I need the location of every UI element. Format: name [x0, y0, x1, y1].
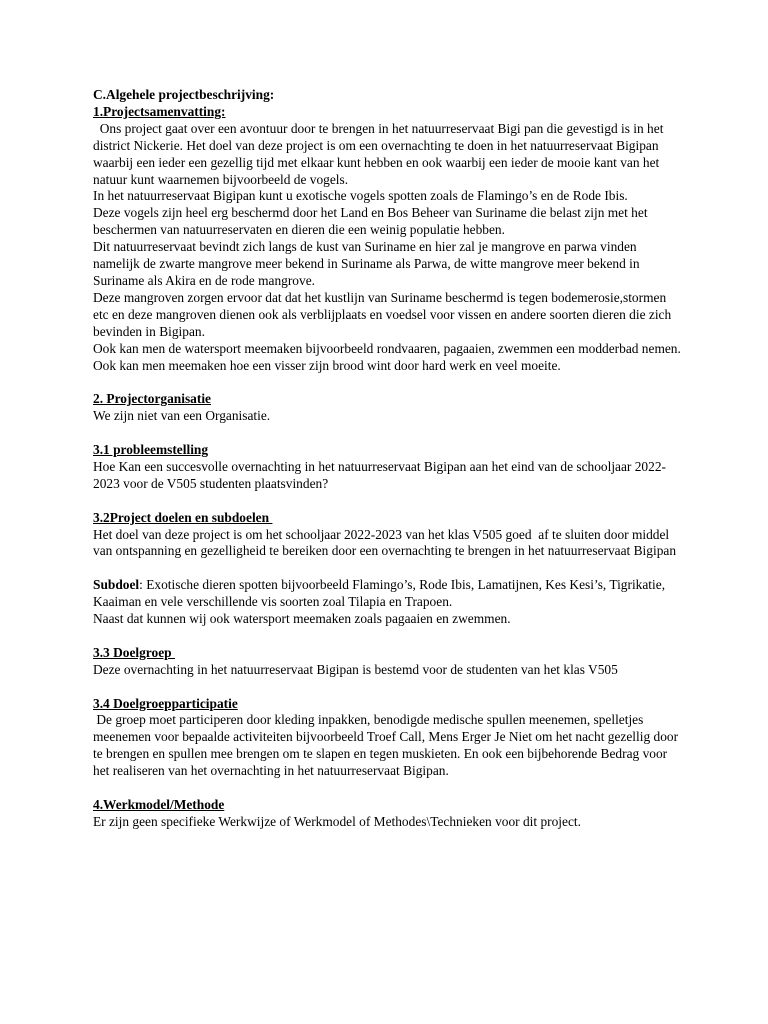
heading-project-summary: 1.Projectsamenvatting: [93, 103, 226, 119]
subgoal-paragraph [93, 577, 683, 611]
spacer [93, 679, 683, 696]
spacer [93, 493, 683, 510]
summary-paragraph-5: Deze mangroven zorgen ervoor dat dat het kustlijn van Suriname beschermd is tegen bodemerosie,stormen etc en deze mangroven dienen ook als verblijplaats en voedsel voor vissen en andere soorten dieren die zich bevinden in Bigipan. [93, 289, 672, 339]
spacer [93, 425, 683, 442]
spacer [93, 628, 683, 645]
method-text: Er zijn geen specifieke Werkwijze of Werkmodel of Methodes\Technieken voor dit project. [93, 813, 581, 829]
summary-paragraph-4: Dit natuurreservaat bevindt zich langs de kust van Suriname en hier zal je mangrove en parwa vinden namelijk de zwarte mangrove meer bekend in Suriname als Parwa, de witte mangrove meer bekend in Suriname als Akira en de rode mangrove. [93, 239, 640, 288]
spacer [93, 780, 683, 797]
summary-paragraph-7: Ook kan men meemaken hoe een visser zijn brood wint door hard werk en veel moeite. [93, 357, 561, 373]
summary-paragraph-6: Ook kan men de watersport meemaken bijvoorbeeld rondvaaren, pagaaien, zwemmen een modderbad nemen. [93, 340, 681, 356]
participation-text: De groep moet participeren door kleding inpakken, benodigde medische spullen meenemen, spelletjes meenemen voor bepaalde activiteiten bijvoorbeeld Troef Call, Mens Erger Je Niet om het nacht gezellig door te brengen en spullen mee brengen om te slapen en tegen muskieten. En ook een bijbehorende Bedrag voor het realiseren van het overnachting in het natuurreservaat Bigipan. [93, 712, 682, 779]
target-group-text: Deze overnachting in het natuurreservaat Bigipan is bestemd voor de studenten van het klas V505 [93, 661, 618, 677]
summary-paragraph-3: Deze vogels zijn heel erg beschermd door het Land en Bos Beheer van Suriname die belast zijn met het beschermen van natuurreservaten en dieren die een weinig populatie hebben. [93, 205, 648, 238]
heading-target-group: 3.3 Doelgroep [93, 644, 175, 660]
goals-text: Het doel van deze project is om het schooljaar 2022-2023 van het klas V505 goed af te sluiten door middel van ontspanning en gezelligheid te bereiken door een overnachting te brengen in het natuurreservaat Bigipan [93, 526, 677, 559]
summary-paragraph-1: Ons project gaat over een avontuur door te brengen in het natuurreservaat Bigi pan die gevestigd is in het district Nickerie. Het doel van deze project is om een overnachting te doen in het natuurreservaat Bigipan waarbij een ieder een gezellig tijd met elkaar kunt hebben en ook waarbij een ieder de mooie kant van het natuur kunt waarnemen bijvoorbeeld de vogels. [93, 120, 667, 187]
heading-goals: 3.2Project doelen en subdoelen [93, 509, 273, 525]
heading-project-organisation: 2. Projectorganisatie [93, 391, 211, 407]
spacer [93, 374, 683, 391]
heading-work-method: 4.Werkmodel/Methode [93, 796, 225, 812]
subgoal-text: : Exotische dieren spotten bijvoorbeeld Flamingo’s, Rode Ibis, Lamatijnen, Kes Kesi’s, Tigrikatie, Kaaiman en vele verschillende vis soorten zoal Tilapia en Trapoen. [93, 577, 666, 610]
heading-participation: 3.4 Doelgroepparticipatie [93, 695, 238, 711]
spacer [93, 560, 683, 577]
organisation-text: We zijn niet van een Organisatie. [93, 408, 271, 424]
problem-text: Hoe Kan een succesvolle overnachting in het natuurreservaat Bigipan aan het eind van de schooljaar 2022-2023 voor de V505 studenten plaatsvinden? [93, 458, 666, 491]
section-title: C.Algehele projectbeschrijving: [93, 87, 275, 102]
subgoal-label: Subdoel [93, 577, 140, 593]
summary-paragraph-2: In het natuurreservaat Bigipan kunt u exotische vogels spotten zoals de Flamingo’s en de Rode Ibis. [93, 188, 628, 204]
document-page [93, 87, 683, 831]
subgoal-extra-text: Naast dat kunnen wij ook watersport meemaken zoals pagaaien en zwemmen. [93, 611, 511, 627]
heading-problem-statement: 3.1 probleemstelling [93, 442, 209, 457]
